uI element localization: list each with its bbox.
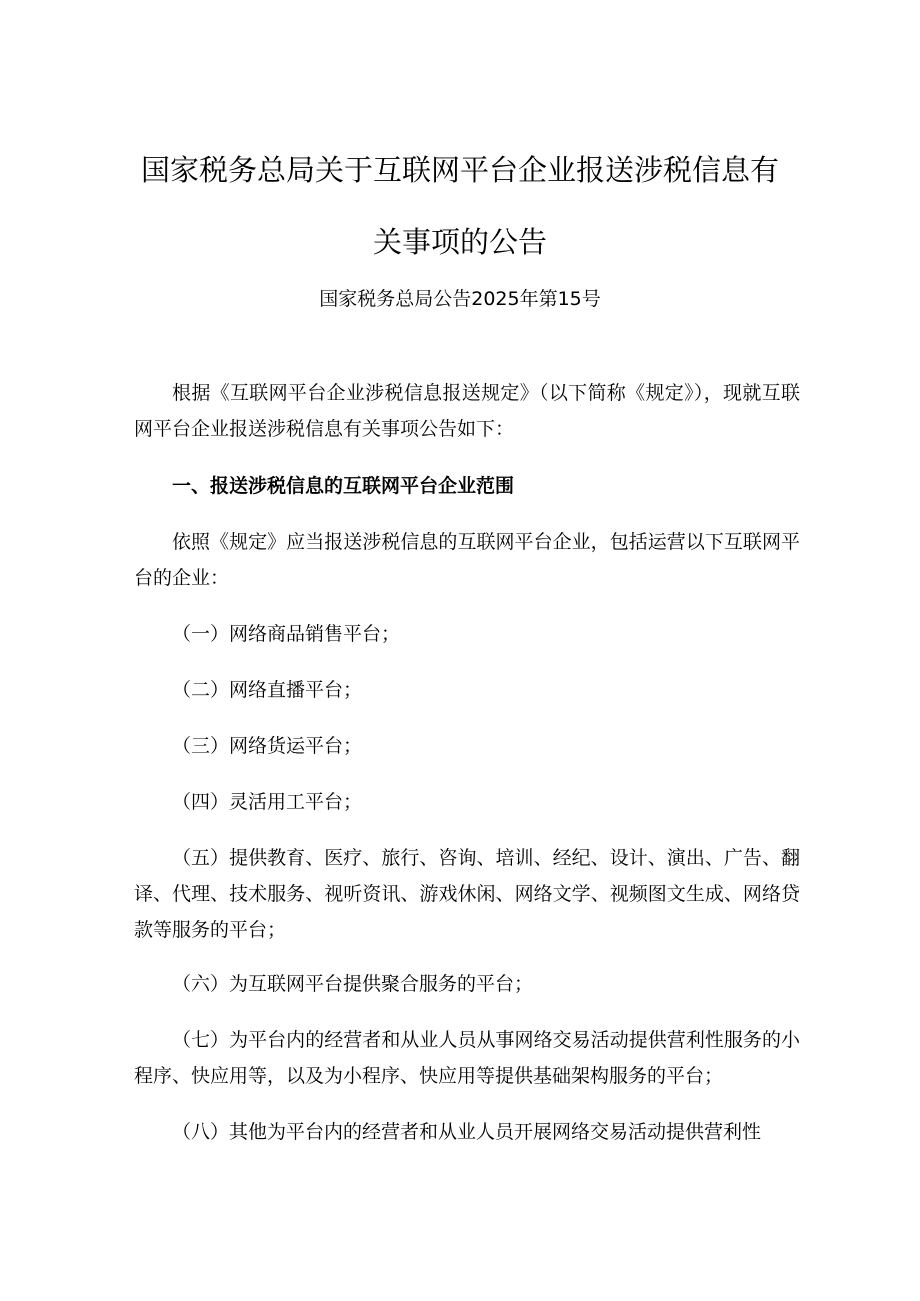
list-item: （一）网络商品销售平台； bbox=[172, 623, 401, 645]
section-1-heading-block bbox=[134, 468, 800, 504]
list-item: （五）提供教育、医疗、旅行、咨询、培训、经纪、设计、演出、广告、翻译、代理、技术服务、视听资讯、游戏休闲、网络文学、视频图文生成、网络贷款等服务的平台； bbox=[134, 847, 800, 941]
list-item-6-block bbox=[134, 966, 800, 1002]
list-item: （七）为平台内的经营者和从业人员从事网络交易活动提供营利性服务的小程序、快应用等，以及为小程序、快应用等提供基础架构服务的平台； bbox=[134, 1029, 800, 1087]
document-title-line-1: 国家税务总局关于互联网平台企业报送涉税信息有 bbox=[140, 153, 779, 187]
intro-block bbox=[134, 375, 800, 447]
document-title-line-2: 关事项的公告 bbox=[372, 225, 547, 259]
document-number: 国家税务总局公告2025年第15号 bbox=[319, 288, 601, 310]
list-item-7-block bbox=[134, 1022, 800, 1094]
list-item: （四）灵活用工平台； bbox=[172, 791, 363, 813]
list-item: （六）为互联网平台提供聚合服务的平台； bbox=[172, 973, 534, 995]
section-1-heading: 一、报送涉税信息的互联网平台企业范围 bbox=[172, 475, 515, 497]
section-1-intro: 依照《规定》应当报送涉税信息的互联网平台企业，包括运营以下互联网平台的企业： bbox=[134, 531, 800, 589]
list-item: （二）网络直播平台； bbox=[172, 679, 363, 701]
list-item-5-block bbox=[134, 840, 800, 948]
list-item: （三）网络货运平台； bbox=[172, 735, 363, 757]
intro-paragraph: 根据《互联网平台企业涉税信息报送规定》（以下简称《规定》），现就互联网平台企业报送涉税信息有关事项公告如下： bbox=[134, 382, 800, 440]
list-item-4-block bbox=[134, 784, 800, 820]
list-item-2-block bbox=[134, 672, 800, 708]
list-item-3-block bbox=[134, 728, 800, 764]
list-item-1-block bbox=[134, 616, 800, 652]
section-1-intro-block bbox=[134, 524, 800, 596]
list-item-8-block bbox=[134, 1114, 800, 1150]
list-item: （八）其他为平台内的经营者和从业人员开展网络交易活动提供营利性 bbox=[172, 1121, 762, 1143]
